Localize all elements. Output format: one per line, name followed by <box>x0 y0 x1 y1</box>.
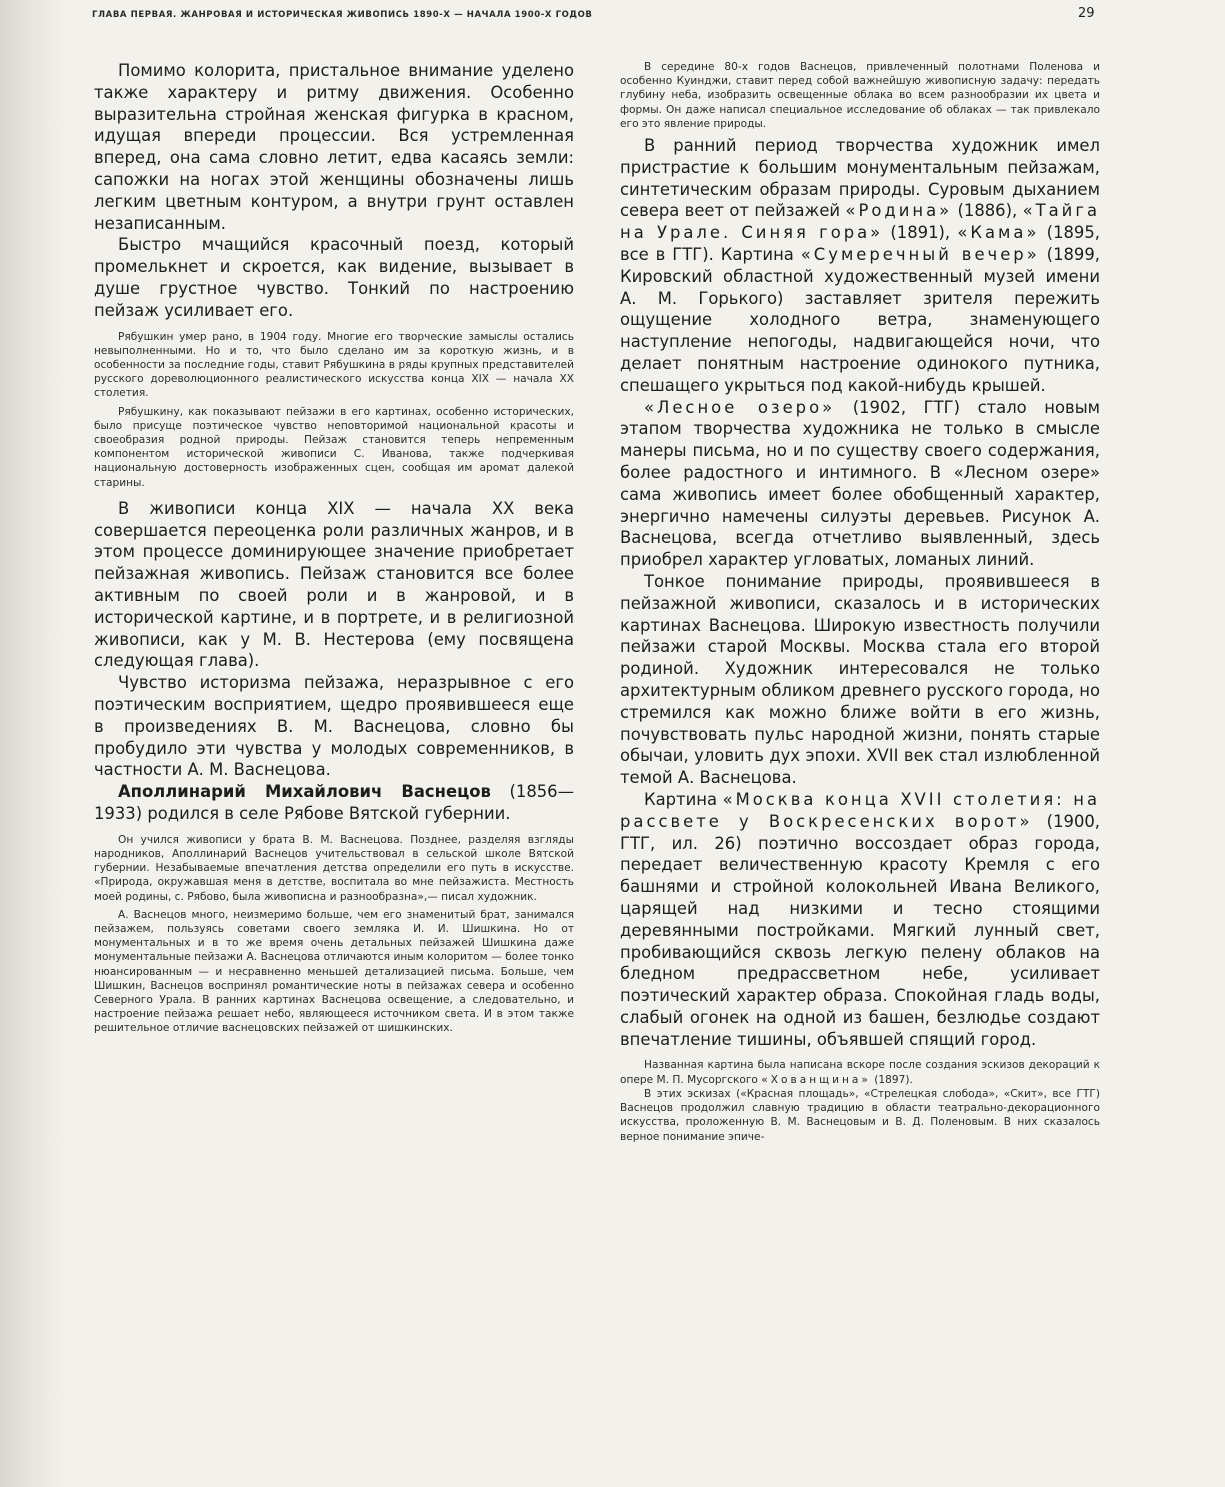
right-column <box>620 60 1100 1144</box>
page-spine-shadow <box>0 0 70 1487</box>
artwork-title: «Родина» <box>845 201 953 221</box>
small-print-paragraph: В этих эскизах («Красная площадь», «Стрелецкая слобода», «Скит», все ГТГ) Васнецов продолжил славную традицию в области театрально-декорационного искусства, проложенную В. М. Васнецовым и В. Д. Поленовым. В них сказалось верное понимание эпиче- <box>620 1087 1100 1143</box>
paragraph <box>94 781 574 825</box>
paragraph: Тонкое понимание природы, проявившееся в пейзажной живописи, сказалось и в исторических картинах Васнецова. Широкую известность получили пейзажи старой Москвы. Москва стала его второй родиной. Художник интересовался не только архитектурным обликом древнего русского города, но стремился как можно ближе войти в его жизнь, почувствовать пульс народной жизни, понять старые обычаи, уловить дух эпохи. XVII век стал излюбленной темой А. Васнецова. <box>620 571 1100 788</box>
artwork-title: «Лесное озеро» <box>644 397 836 417</box>
small-print-paragraph: Рябушкин умер рано, в 1904 году. Многие его творческие замыслы остались невыполненными. Но и то, что было сделано им за короткую жизнь, и в особенности за последние годы, ставит Рябушкина в ряды крупных представителей русского дореволюционного реалистического искусства конца XIX — начала XX столетия. <box>94 330 574 400</box>
artist-name: Аполлинарий Михайлович Васнецов <box>118 782 491 802</box>
small-print-paragraph: А. Васнецов много, неизмеримо больше, чем его знаменитый брат, занимался пейзажем, пользуясь советами своего земляка И. И. Шишкина. Но от монументальных и в то же время очень детальных пейзажей Шишкина даже монументальные пейзажи А. Васнецова отличаются иным колоритом — более тонко нюансированным — и несравненно меньшей детализацией письма. Больше, чем Шишкин, Васнецов воспринял романтические ноты в пейзажах севера и особенно Северного Урала. В ранних картинах Васнецова освещение, а следовательно, и настроение пейзажа решает небо, являющееся источником света. И в этом также решительное отличие васнецовских пейзажей от шишкинских. <box>94 908 574 1035</box>
paragraph-text: (1856—1933) родился в селе Рябове Вятской губернии. <box>94 782 574 823</box>
artwork-title: «Москва конца XVII столетия: на рассвете у Воскресенских ворот» <box>620 789 1100 831</box>
paragraph-text: (1899, Кировский областной художественный музей имени А. М. Горького) заставляет зрителя пережить ощущение холодного ветра, знаменующего наступление непогоды, надвигающейся ночи, что делает понятным настроение одинокого путника, спешащего укрыться под какой-нибудь крышей. <box>620 245 1100 395</box>
artwork-title: «Хованщина» <box>761 1073 871 1086</box>
paragraph-text: (1891), <box>883 223 958 243</box>
small-print-paragraph: Рябушкину, как показывают пейзажи в его картинах, особенно исторических, было присуще поэтическое чувство неповторимой национальной красоты и своеобразия родной природы. Пейзаж становится теперь непременным компонентом исторической живописи С. Иванова, также подчеркивая национальную достоверность изображенных сцен, сообщая им аромат далекой старины. <box>94 405 574 489</box>
artwork-title: «Кама» <box>957 223 1040 243</box>
artwork-title: «Тайга на Урале. Синяя гора» <box>620 201 1100 243</box>
paragraph: В живописи конца XIX — начала XX века совершается переоценка роли различных жанров, и в этом процессе доминирующее значение приобретает пейзажная живопись. Пейзаж становится все более активным по своей роли и в жанровой, и в исторической картине, и в портрете, и в религиозной живописи, как у М. В. Нестерова (ему посвящена следующая глава). <box>94 498 574 671</box>
paragraph-text: В ранний период творчества художник имел пристрастие к большим монументальным пейзажам, синтетическим образам природы. Суровым дыханием севера веет от пейзажей <box>620 136 1100 221</box>
small-print-paragraph: В середине 80-х годов Васнецов, привлеченный полотнами Поленова и особенно Куинджи, ставит перед собой важнейшую живописную задачу: передать глубину неба, изобразить освещенные облака во всем разнообразии их цвета и формы. Он даже написал специальное исследование об облаках — так привлекало его это явление природы. <box>620 61 1100 130</box>
left-column <box>94 60 574 1036</box>
small-print-paragraph: Он учился живописи у брата В. М. Васнецова. Позднее, разделяя взгляды народников, Аполлинарий Васнецов учительствовал в сельской школе Вятской губернии. Незабываемые впечатления детства определили его путь в искусстве. «Природа, окружавшая меня в детстве, воспитала во мне пейзажиста. Местность моей родины, с. Рябово, была живописна и разнообразна»,— писал художник. <box>94 833 574 903</box>
artwork-title: «Сумеречный вечер» <box>800 245 1040 264</box>
paragraph: Чувство историзма пейзажа, неразрывное с его поэтическим восприятием, щедро проявившееся еще в произведениях В. М. Васнецова, словно бы пробудило эти чувства у молодых современников, в частности А. М. Васнецова. <box>94 673 574 780</box>
page-number: 29 <box>1078 6 1095 21</box>
paragraph-text: (1897). <box>870 1073 913 1086</box>
running-head: ГЛАВА ПЕРВАЯ. ЖАНРОВАЯ И ИСТОРИЧЕСКАЯ ЖИВОПИСЬ 1890-Х — НАЧАЛА 1900-Х ГОДОВ <box>92 10 593 20</box>
paragraph-text: Картина <box>644 789 723 809</box>
small-print-paragraph <box>620 1058 1100 1086</box>
paragraph-text: (1902, ГТГ) стало новым этапом творчества художника не только в смысле манеры письма, но и по существу своего содержания, более радостного и интимного. В «Лесном озере» сама живопись имеет более обобщенный характер, энергично намечены силуэты деревьев. Рисунок А. Васнецова, всегда отчетливо выявленный, здесь приобрел характер угловатых, ломаных линий. <box>620 397 1100 570</box>
paragraph-text: Названная картина была написана вскоре после создания эскизов декораций к опере М. П. Мусоргского <box>620 1059 1100 1086</box>
paragraph <box>620 789 1100 1051</box>
paragraph <box>620 397 1100 571</box>
paragraph <box>620 135 1100 397</box>
paragraph-text: (1886), <box>952 201 1023 221</box>
paragraph-text: (1895, все в ГТГ). Картина <box>620 223 1100 264</box>
paragraph-text: (1900, ГТГ, ил. 26) поэтично воссоздает образ города, передает величественную красоту Кремля с его башнями и стройной колокольней Ивана Великого, царящей над низкими и тесно стоящими деревянными постройками. Мягкий лунный свет, пробивающийся сквозь легкую пелену облаков на бледном предрассветном небе, усиливает поэтический характер образа. Спокойная гладь воды, слабый огонек на одной из башен, безлюдье создают впечатление тишины, объявшей спящий город. <box>620 811 1101 1049</box>
paragraph: Помимо колорита, пристальное внимание уделено также характеру и ритму движения. Особенно выразительна стройная женская фигурка в красном, идущая впереди процессии. Вся устремленная вперед, она сама словно летит, едва касаясь земли: сапожки на ногах этой женщины обозначены лишь легким цветным контуром, а внутри грунт оставлен незаписанным. <box>94 61 574 233</box>
paragraph: Быстро мчащийся красочный поезд, который промелькнет и скроется, как видение, вызывает в душе грустное чувство. Тонкий по настроению пейзаж усиливает его. <box>94 235 574 320</box>
